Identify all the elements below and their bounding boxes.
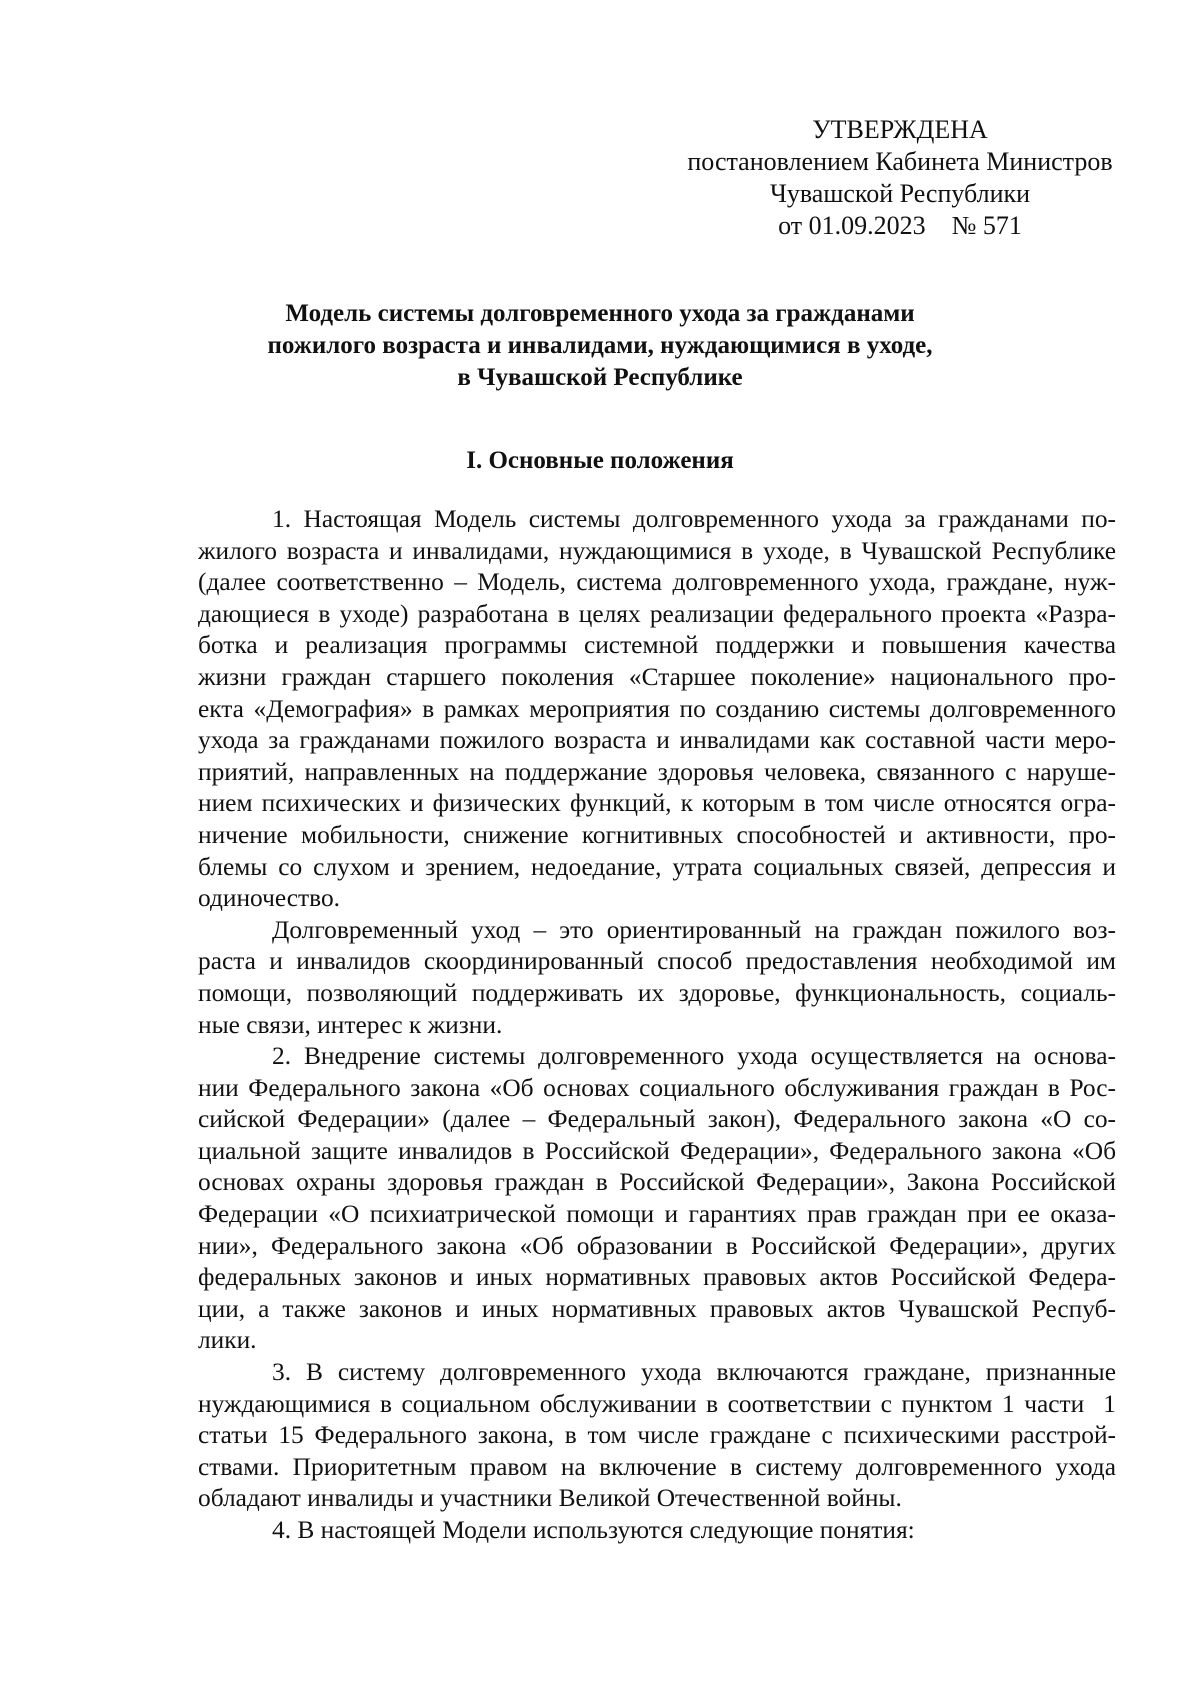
approval-stamp xyxy=(660,114,1140,242)
paragraph-1-line: ухода за гражданами пожилого возраста и инвалидами как составной части меро- xyxy=(198,726,1116,755)
paragraph-2-line: основах охраны здоровья граждан в Российской Федерации», Закона Российской xyxy=(198,1168,1116,1197)
paragraph-1-line: приятий, направленных на поддержание здоровья человека, связанного с наруше- xyxy=(198,757,1116,786)
title-line: в Чувашской Республике xyxy=(457,364,743,391)
paragraph-2-line: лики. xyxy=(198,1326,257,1355)
paragraph-definition-line: Долговременный уход – это ориентированный на граждан пожилого воз- xyxy=(272,915,1116,944)
paragraph-2-line: федеральных законов и иных нормативных правовых актов Российской Федера- xyxy=(198,1263,1116,1292)
paragraph-1-line: блемы со слухом и зрением, недоедание, утрата социальных связей, депрессия и xyxy=(198,852,1116,881)
paragraph-3-line: нуждающимися в социальном обслуживании в соответствии с пунктом 1 части 1 xyxy=(198,1389,1116,1418)
paragraph-3-line: ствами. Приоритетным правом на включение в систему долговременного ухода xyxy=(198,1452,1116,1481)
paragraph-2-line: нии Федерального закона «Об основах социального обслуживания граждан в Рос- xyxy=(198,1073,1116,1102)
approval-line-resolution: постановлением Кабинета Министров xyxy=(687,147,1113,176)
paragraph-3-line: статьи 15 Федерального закона, в том числе граждане с психическими расстрой- xyxy=(198,1421,1116,1450)
paragraph-1-line: жизни граждан старшего поколения «Старшее поколение» национального про- xyxy=(198,662,1116,691)
paragraph-1-line: одиночество. xyxy=(198,884,340,913)
approval-line-approved: УТВЕРЖДЕНА xyxy=(812,115,988,144)
paragraph-2-line: циальной защите инвалидов в Российской Федерации», Федерального закона «Об xyxy=(198,1136,1116,1165)
paragraph-1-line: дающиеся в уходе) разработана в целях реализации федерального проекта «Разра- xyxy=(198,599,1116,628)
title-line: Модель системы долговременного ухода за гражданами xyxy=(285,300,915,327)
document-title xyxy=(200,298,1000,394)
paragraph-2-line: нии», Федерального закона «Об образовании в Российской Федерации», других xyxy=(198,1231,1116,1260)
section-heading: I. Основные положения xyxy=(466,447,734,474)
paragraph-1-line: нием психических и физических функций, к которым в том числе относятся огра- xyxy=(198,789,1116,818)
approval-line-date-number: от 01.09.2023 № 571 xyxy=(778,211,1022,240)
paragraph-1-line: 1. Настоящая Модель системы долговременного ухода за гражданами по- xyxy=(272,505,1116,533)
paragraph-1-line: ничение мобильности, снижение когнитивных способностей и активности, про- xyxy=(198,820,1116,849)
paragraph-2-line: Федерации «О психиатрической помощи и гарантиях прав граждан при ее оказа- xyxy=(198,1200,1116,1229)
paragraph-4-line: 4. В настоящей Модели используются следующие понятия: xyxy=(272,1516,915,1544)
paragraph-definition-line: раста и инвалидов скоординированный способ предоставления необходимой им xyxy=(198,947,1116,976)
paragraph-1-line: екта «Демография» в рамках мероприятия по созданию системы долговременного xyxy=(198,694,1116,723)
paragraph-2-line: 2. Внедрение системы долговременного ухода осуществляется на основа- xyxy=(272,1042,1116,1071)
paragraph-2-line: сийской Федерации» (далее – Федеральный закон), Федерального закона «О со- xyxy=(198,1105,1116,1134)
paragraph-2-line: ции, а также законов и иных нормативных правовых актов Чувашской Респуб- xyxy=(198,1294,1116,1323)
document-body xyxy=(198,504,1116,1547)
paragraph-definition-line: помощи, позволяющий поддерживать их здоровье, функциональность, социаль- xyxy=(198,978,1116,1007)
paragraph-1-line: жилого возраста и инвалидами, нуждающимися в уходе, в Чувашской Республике xyxy=(198,536,1116,565)
paragraph-3-line: 3. В систему долговременного ухода включаются граждане, признанные xyxy=(272,1358,1116,1387)
title-line: пожилого возраста и инвалидами, нуждающимися в уходе, xyxy=(267,332,933,359)
approval-line-republic: Чувашской Республики xyxy=(769,179,1031,208)
paragraph-1-line: (далее соответственно – Модель, система долговременного ухода, граждане, нуж- xyxy=(198,568,1116,597)
paragraph-1-line: ботка и реализация программы системной поддержки и повышения качества xyxy=(198,631,1116,660)
paragraph-3-line: обладают инвалиды и участники Великой Отечественной войны. xyxy=(198,1484,902,1513)
paragraph-definition-line: ные связи, интерес к жизни. xyxy=(198,1010,503,1039)
